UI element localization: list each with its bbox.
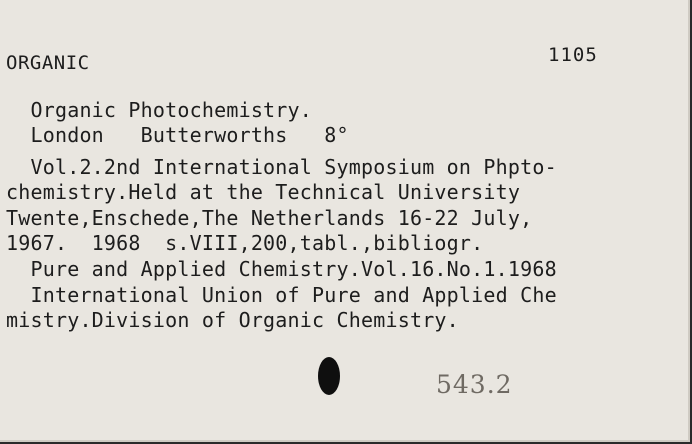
entry-line-title: Organic Photochemistry.	[6, 98, 313, 122]
handwritten-call-number: 543.2	[436, 370, 513, 399]
class-number: 1105	[548, 44, 598, 66]
entry-line-series-3: mistry.Division of Organic Chemistry.	[6, 308, 459, 332]
entry-line-series-1: Pure and Applied Chemistry.Vol.16.No.1.1968	[6, 257, 557, 281]
entry-line-imprint: London Butterworths 8°	[6, 123, 349, 147]
entry-line-note-1: Vol.2.2nd International Symposium on Phpto-	[6, 155, 557, 179]
entry-line-note-4: 1967. 1968 s.VIII,200,tabl.,bibliogr.	[6, 231, 484, 255]
entry-line-note-2: chemistry.Held at the Technical University	[6, 180, 521, 204]
subject-heading: ORGANIC	[6, 52, 90, 74]
punch-hole	[318, 357, 340, 395]
entry-line-note-3: Twente,Enschede,The Netherlands 16-22 July,	[6, 206, 533, 230]
entry-line-series-2: International Union of Pure and Applied Che	[6, 283, 557, 307]
